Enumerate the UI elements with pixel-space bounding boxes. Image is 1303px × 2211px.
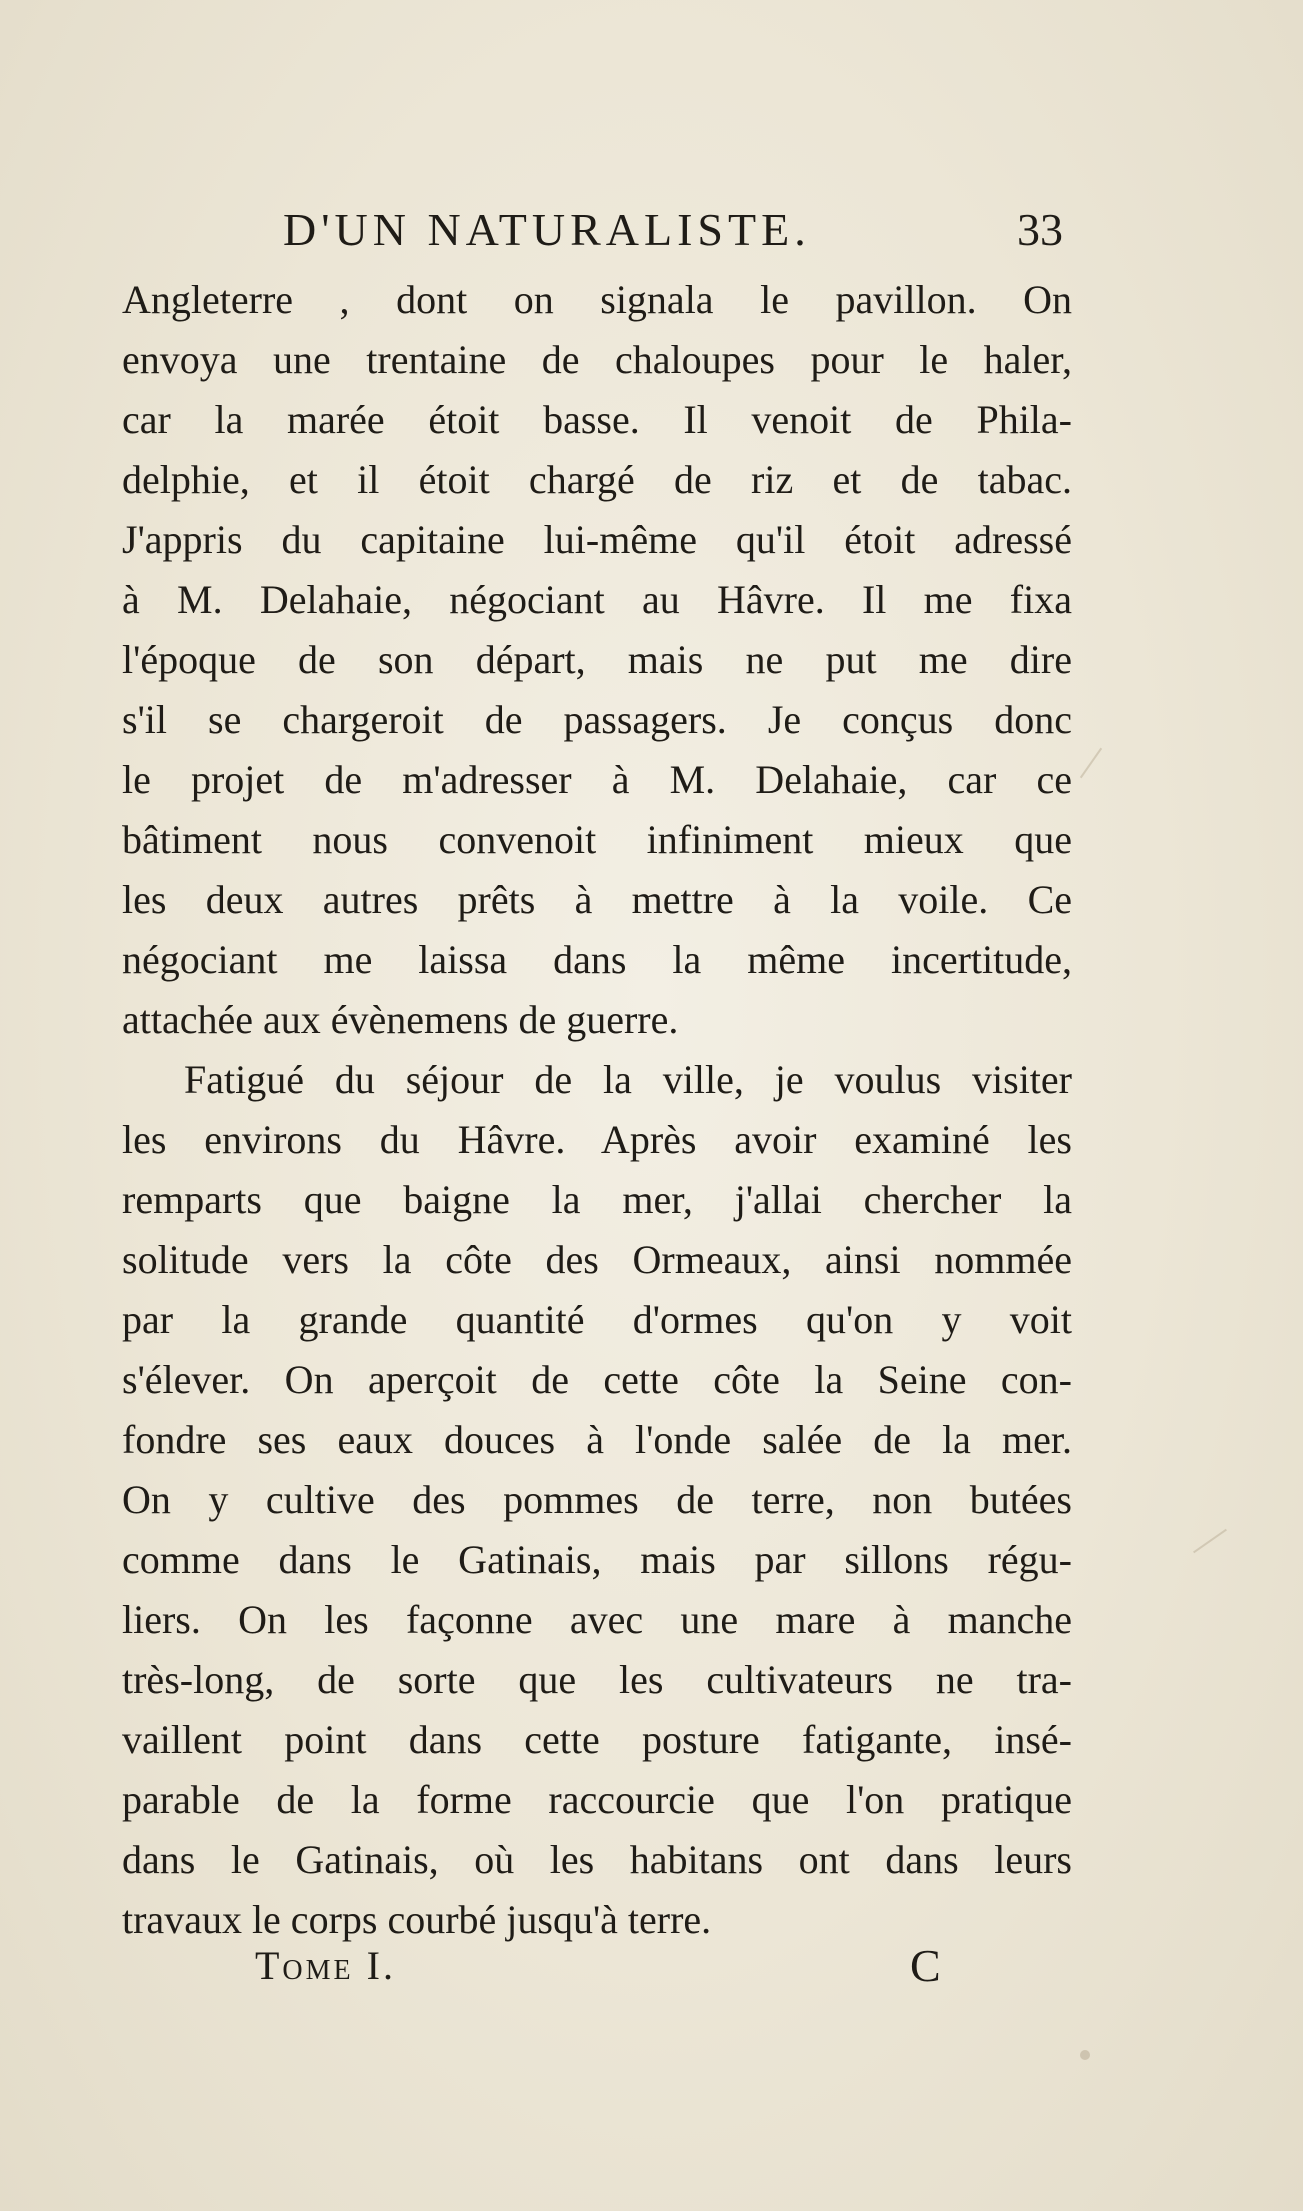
text-line: envoya une trentaine de chaloupes pour le haler,: [122, 337, 1072, 382]
gathering-mark: C: [910, 1940, 941, 1991]
text-line: Angleterre , dont on signala le pavillon. On: [122, 277, 1072, 322]
text-line: les environs du Hâvre. Après avoir examiné les: [122, 1117, 1072, 1162]
text-line: parable de la forme raccourcie que l'on pratique: [122, 1777, 1072, 1822]
text-line: solitude vers la côte des Ormeaux, ainsi nommée: [122, 1237, 1072, 1282]
text-line: l'époque de son départ, mais ne put me dire: [122, 637, 1072, 682]
body-text: [122, 270, 1072, 1950]
text-line: attachée aux évènemens de guerre.: [122, 997, 679, 1042]
paper-mark: [1193, 1529, 1227, 1554]
paper-mark: [1080, 748, 1102, 779]
text-line: bâtiment nous convenoit infiniment mieux que: [122, 817, 1072, 862]
text-line: liers. On les façonne avec une mare à manche: [122, 1597, 1072, 1642]
text-line: remparts que baigne la mer, j'allai chercher la: [122, 1177, 1072, 1222]
paper-stain: [1080, 2050, 1090, 2060]
signature-line: [255, 1936, 955, 1996]
text-line: très-long, de sorte que les cultivateurs ne tra-: [122, 1657, 1072, 1702]
text-line: à M. Delahaie, négociant au Hâvre. Il me fixa: [122, 577, 1072, 622]
running-title: D'UN NATURALISTE.: [283, 204, 811, 255]
text-line: travaux le corps courbé jusqu'à terre.: [122, 1897, 712, 1942]
text-line: fondre ses eaux douces à l'onde salée de la mer.: [122, 1417, 1072, 1462]
text-line: J'appris du capitaine lui-même qu'il étoit adressé: [122, 517, 1072, 562]
text-line: par la grande quantité d'ormes qu'on y voit: [122, 1297, 1072, 1342]
text-line: On y cultive des pommes de terre, non butées: [122, 1477, 1072, 1522]
text-line: Fatigué du séjour de la ville, je voulus visiter: [184, 1057, 1072, 1102]
volume-signature: Tome I.: [255, 1943, 396, 1988]
text-line: s'il se chargeroit de passagers. Je conçus donc: [122, 697, 1072, 742]
text-line: négociant me laissa dans la même incertitude,: [122, 937, 1072, 982]
text-line: comme dans le Gatinais, mais par sillons régu-: [122, 1537, 1072, 1582]
text-line: s'élever. On aperçoit de cette côte la Seine con-: [122, 1357, 1072, 1402]
text-line: vaillent point dans cette posture fatigante, insé-: [122, 1717, 1072, 1762]
page-number: 33: [1017, 204, 1063, 255]
text-line: les deux autres prêts à mettre à la voile. Ce: [122, 877, 1072, 922]
text-line: dans le Gatinais, où les habitans ont dans leurs: [122, 1837, 1072, 1882]
text-line: delphie, et il étoit chargé de riz et de tabac.: [122, 457, 1072, 502]
text-line: le projet de m'adresser à M. Delahaie, car ce: [122, 757, 1072, 802]
text-line: car la marée étoit basse. Il venoit de Phila-: [122, 397, 1072, 442]
running-head: [283, 200, 1063, 260]
